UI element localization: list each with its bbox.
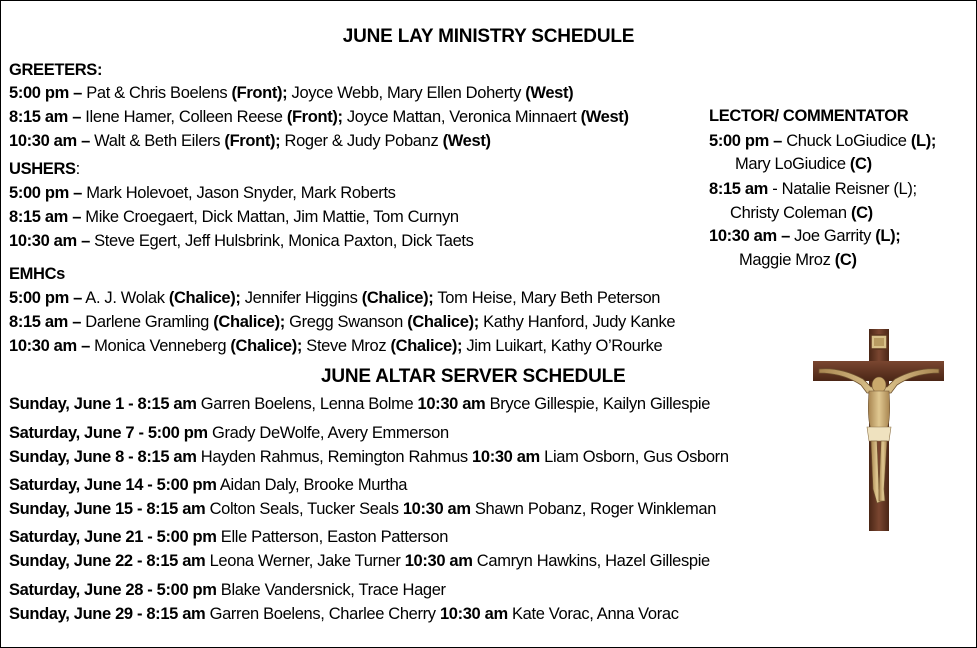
lector-row: 10:30 am – Joe Garrity (L);: [709, 227, 901, 245]
lector-row: Maggie Mroz (C): [739, 251, 857, 269]
ushers-row: 5:00 pm – Mark Holevoet, Jason Snyder, Mark Roberts: [9, 184, 396, 202]
greeters-row: 5:00 pm – Pat & Chris Boelens (Front); Joyce Webb, Mary Ellen Doherty (West): [9, 84, 574, 102]
altar-row: Saturday, June 14 - 5:00 pm Aidan Daly, Brooke Murtha: [9, 476, 408, 494]
altar-row: Saturday, June 21 - 5:00 pm Elle Patterson, Easton Patterson: [9, 528, 449, 546]
altar-heading: JUNE ALTAR SERVER SCHEDULE: [321, 366, 626, 387]
emhcs-heading: EMHCs: [9, 265, 66, 283]
page-title: JUNE LAY MINISTRY SCHEDULE: [342, 26, 635, 47]
altar-row: Sunday, June 8 - 8:15 am Hayden Rahmus, Remington Rahmus 10:30 am Liam Osborn, Gus Osborn: [9, 448, 729, 466]
lector-row: 5:00 pm – Chuck LoGiudice (L);: [709, 132, 937, 150]
crucifix-icon: [811, 329, 946, 531]
altar-row: Sunday, June 29 - 8:15 am Garren Boelens, Charlee Cherry 10:30 am Kate Vorac, Anna Vorac: [9, 605, 679, 623]
altar-row: Sunday, June 1 - 8:15 am Garren Boelens, Lenna Bolme 10:30 am Bryce Gillespie, Kailyn Gillespie: [9, 395, 711, 413]
ushers-row: 10:30 am – Steve Egert, Jeff Hulsbrink, Monica Paxton, Dick Taets: [9, 232, 474, 250]
altar-row: Saturday, June 28 - 5:00 pm Blake Vandersnick, Trace Hager: [9, 581, 446, 599]
emhcs-row: 8:15 am – Darlene Gramling (Chalice); Gregg Swanson (Chalice); Kathy Hanford, Judy Kanke: [9, 313, 676, 331]
lector-row: 8:15 am - Natalie Reisner (L);: [709, 180, 917, 198]
emhcs-row: 5:00 pm – A. J. Wolak (Chalice); Jennifer Higgins (Chalice); Tom Heise, Mary Beth Peterson: [9, 289, 661, 307]
lector-heading: LECTOR/ COMMENTATOR: [709, 107, 909, 125]
altar-row: Sunday, June 15 - 8:15 am Colton Seals, Tucker Seals 10:30 am Shawn Pobanz, Roger Winkleman: [9, 500, 717, 518]
altar-row: Sunday, June 22 - 8:15 am Leona Werner, Jake Turner 10:30 am Camryn Hawkins, Hazel Gillespie: [9, 552, 710, 570]
greeters-row: 10:30 am – Walt & Beth Eilers (Front); Roger & Judy Pobanz (West): [9, 132, 491, 150]
altar-row: Saturday, June 7 - 5:00 pm Grady DeWolfe, Avery Emmerson: [9, 424, 449, 442]
emhcs-row: 10:30 am – Monica Venneberg (Chalice); Steve Mroz (Chalice); Jim Luikart, Kathy O’Rourke: [9, 337, 663, 355]
lector-row: Mary LoGiudice (C): [735, 155, 872, 173]
greeters-row: 8:15 am – Ilene Hamer, Colleen Reese (Front); Joyce Mattan, Veronica Minnaert (West): [9, 108, 629, 126]
greeters-heading: GREETERS:: [9, 61, 103, 79]
ushers-row: 8:15 am – Mike Croegaert, Dick Mattan, Jim Mattie, Tom Curnyn: [9, 208, 459, 226]
lector-row: Christy Coleman (C): [730, 204, 873, 222]
ushers-heading: USHERS:: [9, 160, 80, 178]
